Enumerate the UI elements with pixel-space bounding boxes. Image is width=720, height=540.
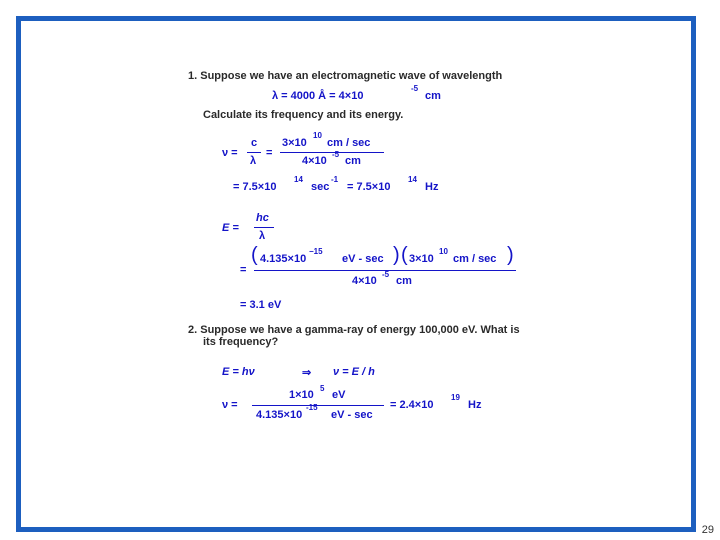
energy-factor2-unit: cm / sec (453, 253, 497, 265)
gamma-numerator-unit: eV (332, 389, 346, 401)
frequency-unit-a: sec (311, 181, 330, 193)
equals-sign: = (266, 147, 273, 159)
energy-denominator: 4×10 (352, 275, 377, 287)
hc-denominator: λ (259, 230, 266, 242)
nu-lhs-2: ν = (222, 399, 238, 411)
energy-factor1-exp: −15 (309, 247, 323, 256)
problem1-intro: 1. Suppose we have an electromagnetic wave of wavelength (188, 70, 503, 82)
energy-result: = 3.1 eV (240, 299, 282, 311)
frequency-unit-b: Hz (425, 181, 439, 193)
frequency-result-a: = 7.5×10 (233, 181, 277, 193)
gamma-denominator-unit: eV - sec (331, 409, 373, 421)
gamma-frequency-result: = 2.4×10 (390, 399, 434, 411)
energy-factor1-unit: eV - sec (342, 253, 384, 265)
wavelength-exponent: -5 (411, 84, 419, 93)
frequency-exp-a: 14 (294, 175, 303, 184)
wavelength-equation: λ = 4000 Å = 4×10 (272, 90, 364, 102)
close-paren: ) (507, 244, 514, 266)
gamma-frequency-exp: 19 (451, 393, 460, 402)
wavelength-unit: cm (425, 90, 441, 102)
energy-factor2: 3×10 (409, 253, 434, 265)
fraction-bar (247, 152, 261, 153)
energy-denominator-exp: -5 (382, 270, 390, 279)
problem2-intro-line2: its frequency? (203, 336, 279, 348)
energy-factor1: 4.135×10 (260, 253, 307, 265)
energy-denominator-unit: cm (396, 275, 412, 287)
gamma-numerator-exp: 5 (320, 384, 325, 393)
energy-factor2-exp: 10 (439, 247, 448, 256)
gamma-denominator-exp: -15 (306, 403, 318, 412)
numerator-a-exp: 10 (313, 131, 322, 140)
open-paren: ( (401, 244, 408, 266)
energy-lhs: E = (222, 222, 239, 234)
nu-lhs: ν = (222, 147, 238, 159)
lambda-denominator: λ (250, 155, 257, 167)
frequency-exp-b: 14 (408, 175, 417, 184)
frequency-relation: ν = E / h (333, 366, 375, 378)
implies-arrow: ⇒ (302, 367, 312, 379)
open-paren: ( (251, 244, 258, 266)
denominator-a-unit: cm (345, 155, 361, 167)
gamma-frequency-unit: Hz (468, 399, 482, 411)
frequency-result-b: = 7.5×10 (347, 181, 391, 193)
numerator-a-unit: cm / sec (327, 137, 371, 149)
problem1-task: Calculate its frequency and its energy. (203, 109, 404, 121)
fraction-bar (254, 227, 274, 228)
denominator-a-exp: -5 (332, 150, 340, 159)
close-paren: ) (393, 244, 400, 266)
page-number: 29 (701, 524, 714, 536)
c-numerator: c (251, 137, 258, 149)
energy-relation: E = hν (222, 366, 255, 378)
denominator-a: 4×10 (302, 155, 327, 167)
gamma-numerator: 1×10 (289, 389, 314, 401)
gamma-denominator: 4.135×10 (256, 409, 303, 421)
problem2-intro-line1: 2. Suppose we have a gamma-ray of energy 100,000 eV. What is (188, 324, 520, 336)
fraction-bar (252, 405, 384, 406)
hc-numerator: hc (256, 212, 269, 224)
numerator-a: 3×10 (282, 137, 307, 149)
energy-equals: = (240, 264, 247, 276)
frequency-unit-exp: -1 (331, 175, 339, 184)
